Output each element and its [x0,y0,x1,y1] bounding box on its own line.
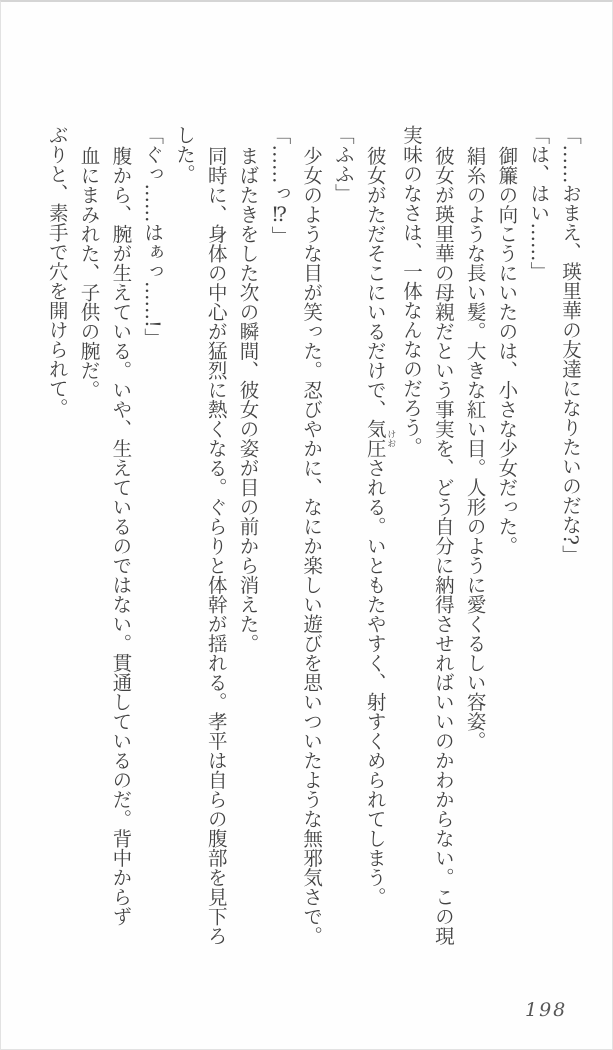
text-line: 「……っ⁉」 [268,125,292,246]
text-line: 彼女がただそこにいるだけで、気圧けおされる。いともたやすく、射すくめられてしまう。 [363,146,396,907]
text-line: 腹から、腕が生えている。いや、生えているのではない。貫通しているのだ。背中からず [109,146,133,926]
body-text [41,125,586,963]
text-line: した。 [172,125,196,184]
text-line: 同時に、身体の中心が猛烈に熱くなる。ぐらりと体幹が揺れる。孝平は自らの腹部を見下ろ [204,146,228,946]
text-line: 「ぐっ……はぁっ……!」 [141,125,165,348]
furigana-annotated-word: 気圧けお [363,419,396,458]
text-line: 「ふふ」 [331,125,355,203]
page-number: 198 [525,999,568,1021]
text-line: 「は、はい……」 [527,125,551,281]
text-line: 御簾の向こうにいたのは、小さな少女だった。 [495,146,519,556]
text-line: 彼女が瑛里華の母親だという事実を、どう自分に納得させればいいのかわからない。この現 [431,146,455,946]
text-line: 血にまみれた、子供の腕だ。 [77,146,101,400]
text-line: 「……おまえ、瑛里華の友達になりたいのだな?」 [559,125,582,565]
text-line: 実味のなさは、一体なんなのだろう。 [400,125,424,457]
text-line: まばたきをした次の瞬間、彼女の姿が目の前から消えた。 [236,146,260,653]
text-line: 絹糸のような長い髪。大きな紅い目。人形のように愛くるしい容姿。 [463,146,487,751]
text-line: 少女のような目が笑った。忍びやかに、なにか楽しい遊びを思いついたような無邪気さで。 [300,146,324,946]
text-line: ぶりと、素手で穴を開けられて。 [45,125,69,418]
